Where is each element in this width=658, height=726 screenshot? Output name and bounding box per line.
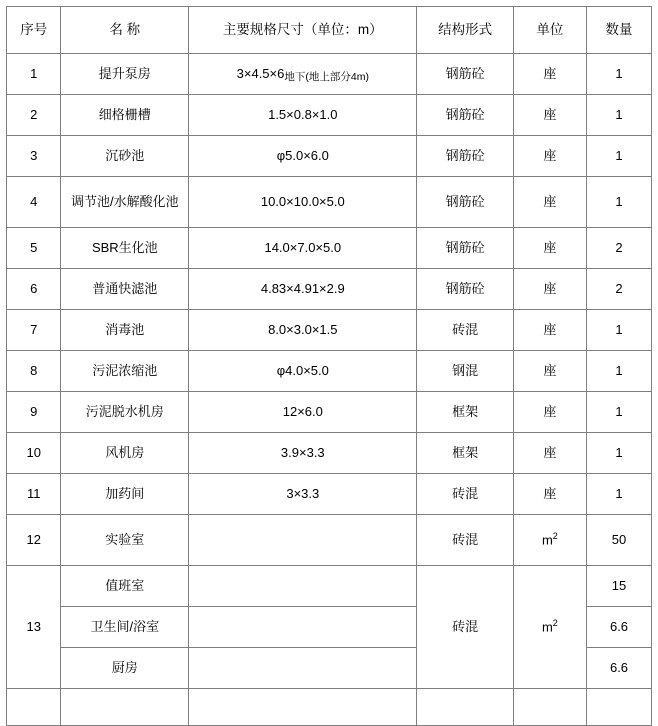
header-row bbox=[7, 7, 652, 54]
table-row bbox=[7, 566, 652, 607]
cell-spec bbox=[189, 54, 417, 95]
cell-name: 普通快滤池 bbox=[61, 269, 189, 310]
cell-no: 11 bbox=[7, 474, 61, 515]
table-row bbox=[7, 136, 652, 177]
cell-struct: 钢筋砼 bbox=[417, 228, 513, 269]
cell-name: 沉砂池 bbox=[61, 136, 189, 177]
unit-base: m bbox=[541, 532, 553, 548]
cell-name: 消毒池 bbox=[61, 310, 189, 351]
cell-qty: 1 bbox=[587, 310, 652, 351]
cell-struct: 钢筋砼 bbox=[417, 269, 513, 310]
cell-qty: 2 bbox=[587, 269, 652, 310]
cell-name: 值班室 bbox=[61, 566, 189, 607]
cell-name: 卫生间/浴室 bbox=[61, 607, 189, 648]
cell-spec: φ5.0×6.0 bbox=[189, 136, 417, 177]
cell-name: 实验室 bbox=[61, 515, 189, 566]
cell-no: 2 bbox=[7, 95, 61, 136]
document-page bbox=[0, 6, 658, 675]
cell-spec bbox=[189, 515, 417, 566]
cell-name: SBR生化池 bbox=[61, 228, 189, 269]
cell-qty: 6.6 bbox=[587, 648, 652, 689]
cell-struct: 钢筋砼 bbox=[417, 177, 513, 228]
cell-qty: 1 bbox=[587, 54, 652, 95]
unit-base: m bbox=[541, 619, 553, 635]
cell-struct: 砖混 bbox=[417, 566, 513, 689]
cell-qty: 2 bbox=[587, 228, 652, 269]
table-body bbox=[7, 54, 652, 726]
cell-struct: 钢混 bbox=[417, 351, 513, 392]
cell-struct: 钢筋砼 bbox=[417, 95, 513, 136]
cell-spec-sub: 地下(地上部分4m) bbox=[284, 70, 369, 83]
table-row bbox=[7, 95, 652, 136]
cell-struct: 砖混 bbox=[417, 515, 513, 566]
cell-name: 风机房 bbox=[61, 433, 189, 474]
cell-name: 厨房 bbox=[61, 648, 189, 689]
cell-no: 6 bbox=[7, 269, 61, 310]
cell-unit: 座 bbox=[513, 136, 586, 177]
cell-spec: 14.0×7.0×5.0 bbox=[189, 228, 417, 269]
cell-spec bbox=[189, 566, 417, 607]
cell-name: 污泥脱水机房 bbox=[61, 392, 189, 433]
cell-unit: 座 bbox=[513, 310, 586, 351]
cell-no: 13 bbox=[7, 566, 61, 689]
cell-struct: 框架 bbox=[417, 433, 513, 474]
header-cell-unit: 单位 bbox=[513, 7, 586, 54]
cell-unit: 座 bbox=[513, 433, 586, 474]
cell-no: 7 bbox=[7, 310, 61, 351]
cell-name bbox=[61, 689, 189, 726]
cell-no: 10 bbox=[7, 433, 61, 474]
cell-unit bbox=[513, 689, 586, 726]
cell-spec: 4.83×4.91×2.9 bbox=[189, 269, 417, 310]
cell-qty: 1 bbox=[587, 392, 652, 433]
cell-qty: 15 bbox=[587, 566, 652, 607]
cell-qty: 6.6 bbox=[587, 607, 652, 648]
cell-struct: 框架 bbox=[417, 392, 513, 433]
header-cell-qty: 数量 bbox=[587, 7, 652, 54]
table-row bbox=[7, 433, 652, 474]
table-row bbox=[7, 392, 652, 433]
cell-struct: 钢筋砼 bbox=[417, 54, 513, 95]
cell-spec: 8.0×3.0×1.5 bbox=[189, 310, 417, 351]
cell-no bbox=[7, 689, 61, 726]
header-cell-struct: 结构形式 bbox=[417, 7, 513, 54]
cell-struct: 砖混 bbox=[417, 310, 513, 351]
cell-unit: 座 bbox=[513, 177, 586, 228]
cell-name: 提升泵房 bbox=[61, 54, 189, 95]
cell-no: 3 bbox=[7, 136, 61, 177]
cell-qty: 1 bbox=[587, 95, 652, 136]
cell-spec: 10.0×10.0×5.0 bbox=[189, 177, 417, 228]
cell-spec bbox=[189, 689, 417, 726]
table-row bbox=[7, 54, 652, 95]
cell-unit bbox=[513, 566, 586, 689]
cell-spec: 12×6.0 bbox=[189, 392, 417, 433]
cell-qty: 1 bbox=[587, 433, 652, 474]
cell-unit bbox=[513, 515, 586, 566]
cell-qty bbox=[587, 689, 652, 726]
table-row bbox=[7, 269, 652, 310]
cell-spec: 3×3.3 bbox=[189, 474, 417, 515]
cell-struct: 砖混 bbox=[417, 474, 513, 515]
header-cell-spec: 主要规格尺寸（单位：m） bbox=[189, 7, 417, 54]
table-row bbox=[7, 474, 652, 515]
cell-unit: 座 bbox=[513, 95, 586, 136]
cell-unit: 座 bbox=[513, 392, 586, 433]
header-cell-name: 名 称 bbox=[61, 7, 189, 54]
cell-unit: 座 bbox=[513, 269, 586, 310]
cell-unit: 座 bbox=[513, 351, 586, 392]
table-row bbox=[7, 228, 652, 269]
cell-spec: 3.9×3.3 bbox=[189, 433, 417, 474]
cell-name: 加药间 bbox=[61, 474, 189, 515]
cell-name: 细格栅槽 bbox=[61, 95, 189, 136]
cell-qty: 1 bbox=[587, 136, 652, 177]
cell-spec-main: 3×4.5×6 bbox=[236, 65, 285, 81]
cell-spec: 1.5×0.8×1.0 bbox=[189, 95, 417, 136]
cell-qty: 1 bbox=[587, 474, 652, 515]
cell-qty: 50 bbox=[587, 515, 652, 566]
cell-unit: 座 bbox=[513, 54, 586, 95]
cell-unit: 座 bbox=[513, 474, 586, 515]
cell-no: 4 bbox=[7, 177, 61, 228]
cell-no: 5 bbox=[7, 228, 61, 269]
table-row bbox=[7, 689, 652, 726]
cell-name: 污泥浓缩池 bbox=[61, 351, 189, 392]
cell-no: 12 bbox=[7, 515, 61, 566]
cell-qty: 1 bbox=[587, 351, 652, 392]
engineering-spec-table bbox=[6, 6, 652, 726]
table-header bbox=[7, 7, 652, 54]
cell-qty: 1 bbox=[587, 177, 652, 228]
table-row bbox=[7, 515, 652, 566]
cell-no: 9 bbox=[7, 392, 61, 433]
table-row bbox=[7, 177, 652, 228]
unit-exponent: 2 bbox=[552, 618, 558, 629]
table-row bbox=[7, 310, 652, 351]
cell-no: 8 bbox=[7, 351, 61, 392]
cell-no: 1 bbox=[7, 54, 61, 95]
cell-struct: 钢筋砼 bbox=[417, 136, 513, 177]
cell-unit: 座 bbox=[513, 228, 586, 269]
cell-struct bbox=[417, 689, 513, 726]
cell-name: 调节池/水解酸化池 bbox=[61, 177, 189, 228]
cell-spec bbox=[189, 607, 417, 648]
table-row bbox=[7, 351, 652, 392]
cell-spec: φ4.0×5.0 bbox=[189, 351, 417, 392]
header-cell-no: 序号 bbox=[7, 7, 61, 54]
unit-exponent: 2 bbox=[552, 531, 558, 542]
